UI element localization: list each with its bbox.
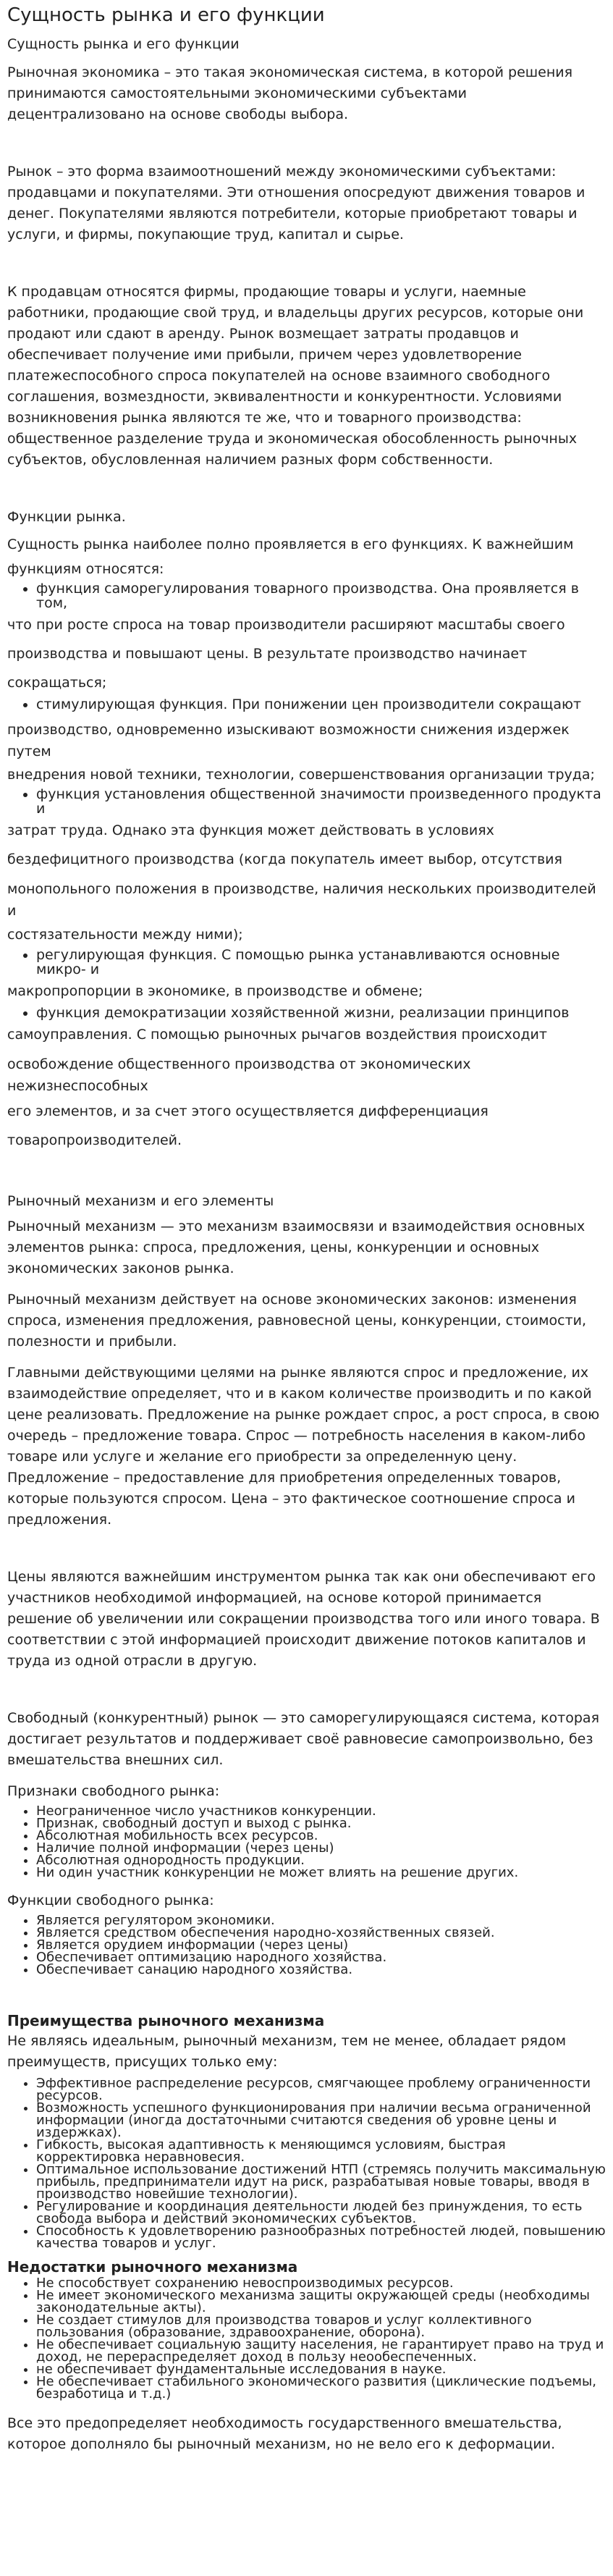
list-item: • Является орудием информации (через цены) bbox=[36, 1939, 606, 1951]
list-item: • Наличие полной информации (через цены) bbox=[36, 1842, 606, 1854]
paragraph-sellers: К продавцам относятся фирмы, продающие товары и услуги, наемные работники, продающие свой труд, и владельцы других ресурсов, которые они продают или сдают в аренду. Рынок возмещает затраты продавцов и обеспечивает получение ими прибыли, причем через удовлетворение платежеспособного спроса покупателей на основе взаимного свободного соглашения, возмездности, эквивалентности и конкурентности. Условиями возникновения рынка являются те же, что и товарного производства: общественное разделение труда и экономическая обособленность рыночных субъектов, обусловленная наличием разных форм собственности. bbox=[7, 284, 584, 468]
advantages-list bbox=[7, 2077, 606, 2249]
list-item: • Не обеспечивает стабильного экономического развития (циклические подъемы, безработица и т.д.) bbox=[36, 2375, 606, 2400]
signs-list bbox=[7, 1805, 606, 1879]
list-item-significance: • функция установления общественной значимости произведенного продукта и bbox=[36, 787, 606, 816]
list-item: • Способность к удовлетворению разнообразных потребностей людей, повышению качества товаров и услуг. bbox=[36, 2225, 606, 2249]
page-title: Сущность рынка и его функции bbox=[7, 4, 325, 26]
list-item: • Обеспечивает санацию народного хозяйства. bbox=[36, 1963, 606, 1976]
paragraph-mechanism-laws: Рыночный механизм действует на основе экономических законов: изменения спроса, изменения предложения, равновесной цены, конкуренции, стоимости, полезности и прибыли. bbox=[7, 1292, 587, 1350]
disadvantages-list bbox=[7, 2277, 606, 2400]
list-item-self-regulation: • функция саморегулирования товарного производства. Она проявляется в том, bbox=[36, 581, 606, 610]
list-item-democratization: • функция демократизации хозяйственной жизни, реализации принципов bbox=[36, 1006, 606, 1020]
function-3-cont-1: затрат труда. Однако эта функция может действовать в условиях bbox=[7, 822, 494, 838]
list-item: • Абсолютная однородность продукции. bbox=[36, 1854, 606, 1866]
list-item: • Не создает стимулов для производства товаров и услуг коллективного пользования (образование, здравоохранение, оборона). bbox=[36, 2314, 606, 2339]
list-item-stimulating: • стимулирующая функция. При понижении цен производители сокращают bbox=[36, 697, 606, 712]
list-item: • Возможность успешного функционирования при наличии весьма ограниченной информации (иногда достаточными считаются сведения об уровне цены и издержках). bbox=[36, 2102, 606, 2139]
list-item: • Гибкость, высокая адаптивность к меняющимся условиям, быстрая корректировка неравновесия. bbox=[36, 2139, 606, 2163]
list-item: • Признак, свободный доступ и выход с рынка. bbox=[36, 1817, 606, 1830]
article-subtitle: Сущность рынка и его функции bbox=[7, 36, 240, 52]
paragraph-free-market: Свободный (конкурентный) рынок — это саморегулирующаяся система, которая достигает результатов и поддерживает своё равновесие самопроизвольно, без вмешательства внешних сил. bbox=[7, 1710, 600, 1768]
free-functions-heading: Функции свободного рынка: bbox=[7, 1893, 214, 1908]
function-2-cont-2: внедрения новой техники, технологии, совершенствования организации труда; bbox=[7, 767, 595, 783]
paragraph-mechanism-definition: Рыночный механизм — это механизм взаимосвязи и взаимодействия основных элементов рынка: спроса, предложения, цены, конкуренции и основных экономических законов рынка. bbox=[7, 1218, 585, 1276]
list-item: • Регулирование и координация деятельности людей без принуждения, то есть свобода выбора и действий экономических субъектов. bbox=[36, 2200, 606, 2225]
functions-heading: Функции рынка. bbox=[7, 509, 126, 525]
functions-list-2 bbox=[7, 697, 606, 712]
function-2-cont-1: производство, одновременно изыскивают возможности снижения издержек путем bbox=[7, 722, 570, 759]
list-item: • не обеспечивает фундаментальные исследования в науке. bbox=[36, 2363, 606, 2375]
paragraph-conclusion: Все это предопределяет необходимость государственного вмешательства, которое дополняло бы рыночный механизм, но не вело его к деформации. bbox=[7, 2415, 562, 2452]
list-item: • Является средством обеспечения народно-хозяйственных связей. bbox=[36, 1927, 606, 1939]
functions-intro-line1: Сущность рынка наиболее полно проявляется в его функциях. К важнейшим bbox=[7, 536, 574, 552]
free-functions-list bbox=[7, 1914, 606, 1976]
list-item: • Неограниченное число участников конкуренции. bbox=[36, 1805, 606, 1817]
paragraph-supply-demand: Главными действующими целями на рынке являются спрос и предложение, их взаимодействие определяет, что и в каком количестве производить и по какой цене реализовать. Предложение на рынке рождает спрос, а рост спроса, в свою очередь – предложение товара. Спрос — потребность населения в каком-либо товаре или услуге и желание его приобрести за определенную цену. Предложение – предоставление для приобретения определенных товаров, которые пользуются спросом. Цена – это фактическое соотношение спроса и предложения. bbox=[7, 1365, 600, 1528]
function-5-cont-1: самоуправления. С помощью рыночных рычагов воздействия происходит bbox=[7, 1027, 547, 1043]
paragraph-market-definition: Рынок – это форма взаимоотношений между экономическими субъектами: продавцами и покупателями. Эти отношения опосредуют движения товаров и денег. Покупателями являются потребители, которые приобретают товары и услуги, и фирмы, покупающие труд, капитал и сырье. bbox=[7, 164, 585, 243]
function-5-cont-2: освобождение общественного производства от экономических нежизнеспособных bbox=[7, 1056, 471, 1094]
list-item-regulating: • регулирующая функция. С помощью рынка устанавливаются основные микро- и bbox=[36, 948, 606, 977]
advantages-heading: Преимущества рыночного механизма bbox=[7, 2012, 325, 2029]
list-item: • Обеспечивает оптимизацию народного хозяйства. bbox=[36, 1951, 606, 1963]
list-item: • Является регулятором экономики. bbox=[36, 1914, 606, 1927]
paragraph-market-economy: Рыночная экономика – это такая экономическая система, в которой решения принимаются самостоятельными экономическими субъектами децентрализовано на основе свободы выбора. bbox=[7, 64, 573, 122]
list-item: • Оптимальное использование достижений НТП (стремясь получить максимальную прибыль, предприниматели идут на риск, разрабатывая новые товары, вводя в производство новейшие технологии). bbox=[36, 2163, 606, 2200]
function-1-cont-2: производства и повышают цены. В результате производство начинает bbox=[7, 646, 528, 662]
advantages-intro: Не являясь идеальным, рыночный механизм, тем не менее, обладает рядом преимуществ, присущих только ему: bbox=[7, 2033, 567, 2070]
function-5-cont-3: его элементов, и за счет этого осуществляется дифференциация bbox=[7, 1103, 489, 1119]
list-item: • Абсолютная мобильность всех ресурсов. bbox=[36, 1830, 606, 1842]
function-3-cont-4: состязательности между ними); bbox=[7, 927, 243, 943]
list-item: • Не способствует сохранению невоспроизводимых ресурсов. bbox=[36, 2277, 606, 2289]
function-4-cont-1: макропропорции в экономике, в производстве и обмене; bbox=[7, 983, 423, 999]
signs-heading: Признаки свободного рынка: bbox=[7, 1783, 220, 1799]
function-5-cont-4: товаропроизводителей. bbox=[7, 1132, 182, 1148]
list-item: • Не имеет экономического механизма защиты окружающей среды (необходимы законодательные акты). bbox=[36, 2289, 606, 2314]
functions-list-5 bbox=[7, 1006, 606, 1020]
functions-list-1 bbox=[7, 581, 606, 610]
function-3-cont-3: монопольного положения в производстве, наличия нескольких производителей и bbox=[7, 881, 596, 919]
list-item: • Ни один участник конкуренции не может влиять на решение других. bbox=[36, 1866, 606, 1879]
functions-intro-line2: функциям относятся: bbox=[7, 561, 164, 577]
functions-list-3 bbox=[7, 787, 606, 816]
mechanism-heading: Рыночный механизм и его элементы bbox=[7, 1193, 274, 1209]
list-item: • Эффективное распределение ресурсов, смягчающее проблему ограниченности ресурсов. bbox=[36, 2077, 606, 2102]
function-3-cont-2: бездефицитного производства (когда покупатель имеет выбор, отсутствия bbox=[7, 851, 562, 867]
list-item: • Не обеспечивает социальную защиту населения, не гарантирует право на труд и доход, не перераспределяет доход в пользу неообеспеченных. bbox=[36, 2339, 606, 2363]
paragraph-prices: Цены являются важнейшим инструментом рынка так как они обеспечивают его участников необходимой информацией, на основе которой принимается решение об увеличении или сокращении производства того или иного товара. В соответствии с этой информацией происходит движение потоков капиталов и труда из одной отрасли в другую. bbox=[7, 1569, 600, 1669]
function-1-cont-3: сокращаться; bbox=[7, 675, 107, 691]
disadvantages-heading: Недостатки рыночного механизма bbox=[7, 2258, 298, 2276]
function-1-cont-1: что при росте спроса на товар производители расширяют масштабы своего bbox=[7, 617, 565, 633]
functions-list-4 bbox=[7, 948, 606, 977]
